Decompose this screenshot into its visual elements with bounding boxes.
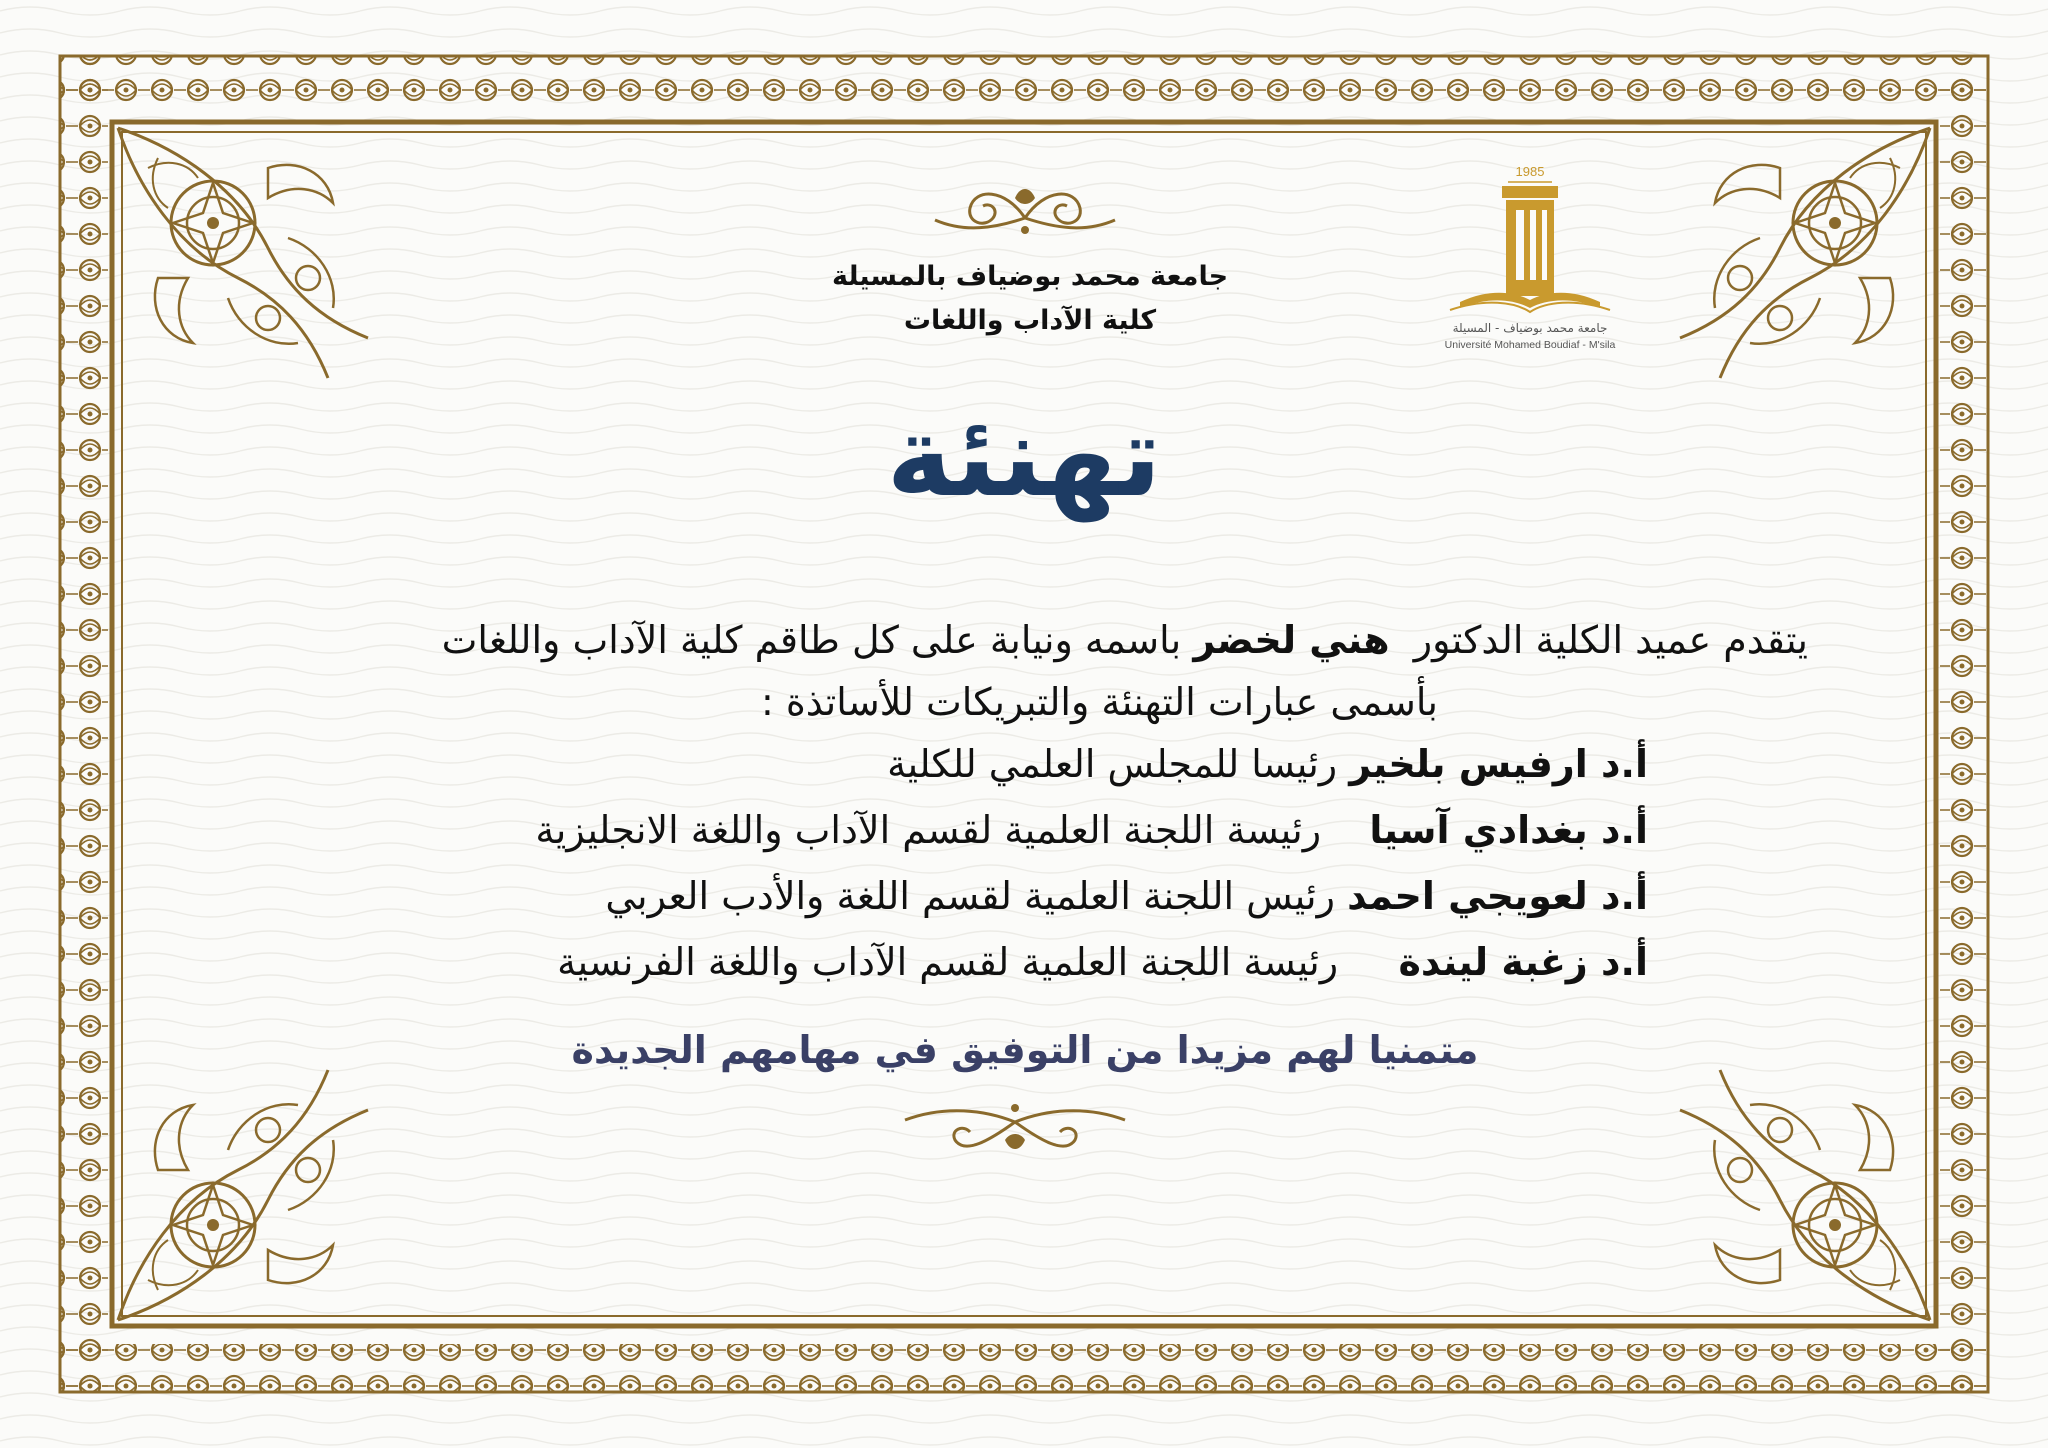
professor-name: أ.د بغدادي آسيا	[1369, 808, 1648, 852]
certificate-title: تهنئة	[886, 392, 1162, 522]
professor-name: أ.د زغبة ليندة	[1398, 940, 1648, 984]
professor-row	[887, 736, 1648, 792]
bottom-flourish	[895, 1090, 1135, 1170]
intro-line-1	[260, 612, 1808, 668]
university-logo	[1430, 160, 1630, 360]
logo-french-name: Université Mohamed Boudiaf - M'sila	[1444, 339, 1616, 351]
logo-year: 1985	[1515, 164, 1545, 179]
closing-wish: متمنيا لهم مزيدا من التوفيق في مهامهم الجديدة	[571, 1028, 1479, 1072]
professor-role: رئيسا للمجلس العلمي للكلية	[887, 742, 1338, 786]
intro-prefix: يتقدم عميد الكلية الدكتور	[1413, 618, 1808, 662]
professor-role: رئيس اللجنة العلمية لقسم اللغة والأدب العربي	[605, 874, 1335, 918]
dean-name: هني لخضر	[1193, 618, 1390, 662]
institution-header	[760, 255, 1300, 343]
intro-suffix: باسمه ونيابة على كل طاقم كلية الآداب واللغات	[441, 618, 1182, 662]
professor-name: أ.د لعويجي احمد	[1347, 874, 1648, 918]
intro-line-2: بأسمى عبارات التهنئة والتبريكات للأساتذة :	[760, 680, 1438, 724]
logo-emblem	[1430, 160, 1630, 360]
top-flourish	[925, 178, 1125, 248]
professor-role: رئيسة اللجنة العلمية لقسم الآداب واللغة الفرنسية	[557, 940, 1339, 984]
professor-row	[605, 868, 1648, 924]
faculty-name: كلية الآداب واللغات	[903, 305, 1157, 336]
professor-row	[535, 802, 1648, 858]
university-name: جامعة محمد بوضياف بالمسيلة	[831, 261, 1229, 292]
logo-arabic-name: جامعة محمد بوضياف - المسيلة	[1452, 321, 1608, 335]
professor-row	[557, 934, 1648, 990]
professor-name: أ.د ارفيس بلخير	[1349, 742, 1648, 786]
professor-role: رئيسة اللجنة العلمية لقسم الآداب واللغة الانجليزية	[535, 808, 1322, 852]
